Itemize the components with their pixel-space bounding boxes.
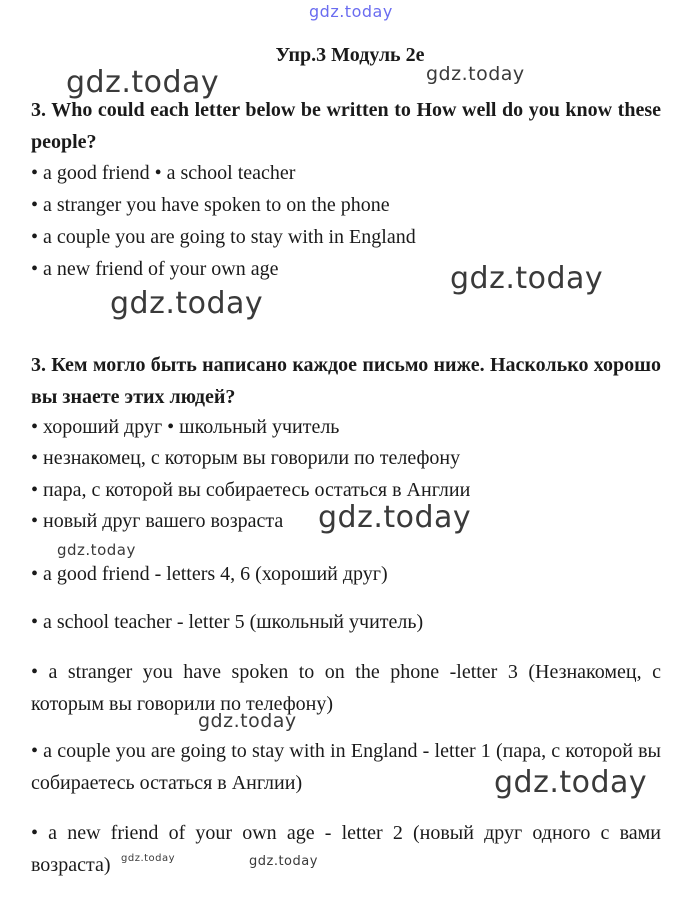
watermark: gdz.today xyxy=(57,541,136,559)
watermark-top[interactable]: gdz.today xyxy=(309,2,393,21)
list-item: • a new friend of your own age xyxy=(31,258,279,280)
watermark: gdz.today xyxy=(450,261,604,296)
answer-item: • a couple you are going to stay with in England - letter 1 (пара, с которой вы собираетесь остаться в Англии) xyxy=(31,740,661,794)
answer-item: • a new friend of your own age - letter 2 (новый друг одного с вами возраста) xyxy=(31,822,661,876)
list-item: • a couple you are going to stay with in England xyxy=(31,226,416,248)
answer-item: • a school teacher - letter 5 (школьный учитель) xyxy=(31,611,424,633)
list-item: • пара, с которой вы собираетесь остаться в Англии xyxy=(31,479,471,501)
list-item: • новый друг вашего возраста xyxy=(31,510,284,532)
watermark: gdz.today xyxy=(318,500,472,535)
list-item: • хороший друг • школьный учитель xyxy=(31,416,340,438)
list-item: • a stranger you have spoken to on the phone xyxy=(31,194,390,216)
list-item: • a good friend • a school teacher xyxy=(31,162,296,184)
watermark: gdz.today xyxy=(121,853,176,864)
watermark: gdz.today xyxy=(249,854,318,869)
page-title: Упр.3 Модуль 2е xyxy=(275,44,425,66)
answer-item: • a stranger you have spoken to on the phone -letter 3 (Незнакомец, с которым вы говорили по телефону) xyxy=(31,661,661,715)
watermark: gdz.today xyxy=(66,65,220,100)
answer-item: • a good friend - letters 4, 6 (хороший друг) xyxy=(31,563,388,585)
list-item: • незнакомец, с которым вы говорили по телефону xyxy=(31,447,461,469)
watermark: gdz.today xyxy=(110,286,264,321)
exercise-question-english: 3. Who could each letter below be written to How well do you know these people? xyxy=(31,99,661,153)
watermark: gdz.today xyxy=(426,63,525,85)
exercise-question-russian: 3. Кем могло быть написано каждое письмо ниже. Насколько хорошо вы знаете этих людей? xyxy=(31,354,661,408)
watermark: gdz.today xyxy=(198,710,297,732)
watermark: gdz.today xyxy=(494,765,648,800)
